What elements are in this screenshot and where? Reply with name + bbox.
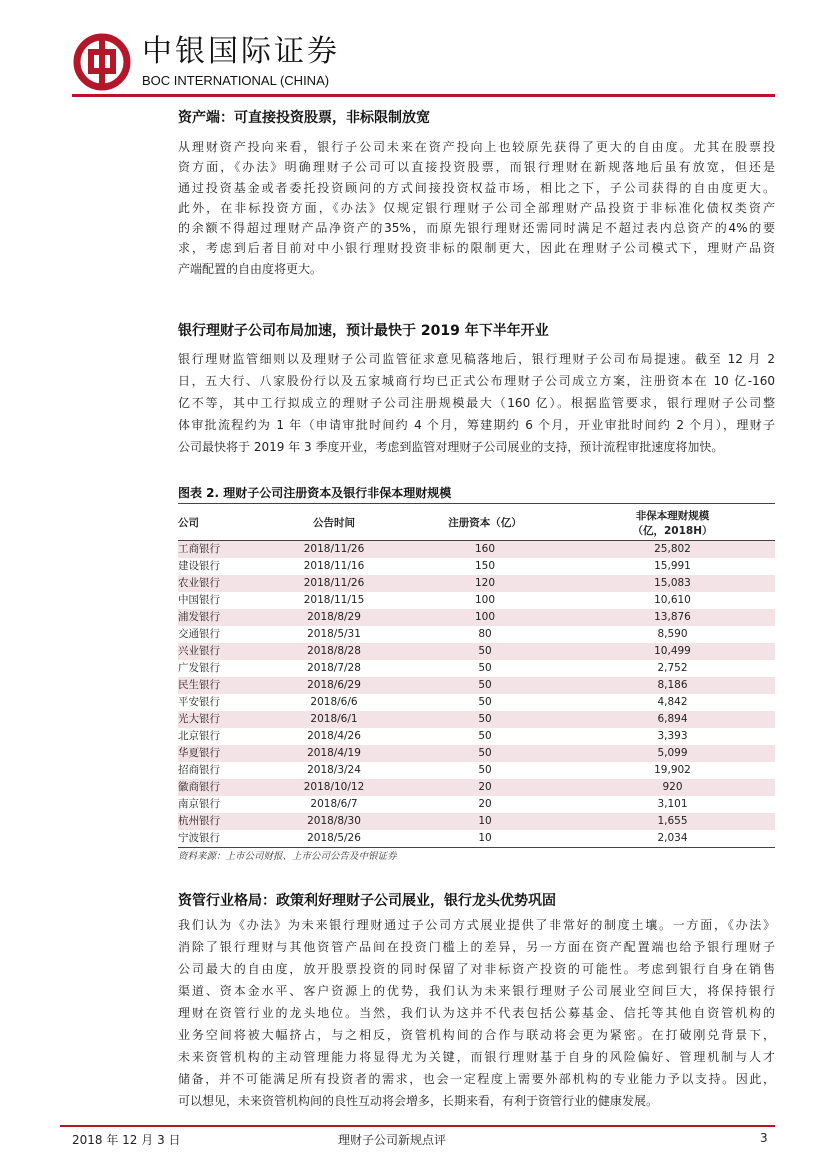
cell-capital: 50 — [400, 745, 570, 762]
table-row — [178, 813, 775, 830]
cell-scale: 15,991 — [654, 560, 691, 572]
cell-date: 2018/4/19 — [268, 745, 400, 762]
table-row — [178, 779, 775, 796]
cell-scale: 3,393 — [657, 730, 688, 742]
text-line: 的余额不得超过理财产品净资产的35%，而原先银行理财还需同时满足不超过表内总资产的4%的要 — [178, 221, 775, 236]
table-header-row — [178, 507, 775, 541]
table-row — [178, 830, 775, 848]
cell-company: 农业银行 — [178, 575, 268, 592]
table-row — [178, 609, 775, 626]
header-scale-line1: 非保本理财规模 — [635, 509, 710, 522]
section-title-subsidiary-layout: 银行理财子公司布局加速，预计最快于 2019 年下半年开业 — [178, 323, 549, 339]
text-line: 渠道、资本金水平、客户资源上的优势，我们认为未来银行理财子公司展业空间巨大，将保持银行 — [178, 984, 775, 998]
text-line: 体审批流程约为 1 年（申请审批时间约 4 个月，筹建期约 6 个月，开业审批时间约 2 个月），理财子 — [178, 418, 775, 432]
text-line: 业务空间将被大幅挤占，与之相反，资管机构间的合作与联动将会更为紧密。在打破刚兑背景下， — [178, 1028, 775, 1042]
cell-scale: 1,655 — [570, 813, 775, 830]
text-line: 理财在资管行业的龙头地位。当然，我们认为这并不代表包括公募基金、信托等其他自资管机构的 — [178, 1006, 775, 1020]
cell-scale: 25,802 — [570, 541, 775, 559]
figure-title: 图表 2. 理财子公司注册资本及银行非保本理财规模 — [178, 486, 452, 500]
table-row — [178, 762, 775, 779]
cell-capital: 50 — [400, 643, 570, 660]
text-line: 亿不等，其中工行拟成立的理财子公司注册规模最大（160 亿）。根据监管要求，银行理财子公司整 — [178, 396, 775, 410]
cell-company: 交通银行 — [178, 628, 220, 640]
text-line: 公司最快将于 2019 年 3 季度开业，考虑到监管对理财子公司展业的支持，预计流程审批速度将加快。 — [178, 440, 724, 454]
section-title-asset-side: 资产端：可直接投资股票，非标限制放宽 — [178, 110, 430, 126]
cell-company: 民生银行 — [178, 677, 268, 694]
cell-date: 2018/6/6 — [310, 696, 358, 708]
header-scale — [570, 507, 775, 541]
text-line: 求，考虑到后者目前对中小银行理财投资非标的限制更大，因此在理财子公司模式下，理财产品资 — [178, 241, 775, 256]
cell-date: 2018/11/26 — [268, 575, 400, 592]
cell-date: 2018/4/26 — [307, 730, 361, 742]
text-line: 产端配置的自由度将更大。 — [178, 261, 323, 276]
table-row — [178, 694, 775, 711]
cell-company: 平安银行 — [178, 696, 220, 708]
cell-date: 2018/5/31 — [307, 628, 361, 640]
cell-scale: 4,842 — [657, 696, 688, 708]
header-company: 公司 — [178, 517, 199, 529]
text-line: 我们认为《办法》为未来银行理财通过子公司方式展业提供了非常好的制度土壤。一方面，《办法》 — [178, 918, 775, 932]
cell-scale: 5,099 — [570, 745, 775, 762]
text-line: 此外，在非标投资方面，《办法》仅规定银行理财子公司全部理财产品投资于非标准化债权类资产 — [178, 200, 775, 215]
cell-scale: 13,876 — [570, 609, 775, 626]
text-line: 资方面，《办法》明确理财子公司可以直接投资股票，而银行理财在新规落地后虽有放宽，但还是 — [178, 160, 775, 175]
cell-scale: 10,499 — [570, 643, 775, 660]
page-number: 3 — [760, 1131, 768, 1145]
cell-capital: 120 — [400, 575, 570, 592]
cell-capital: 50 — [478, 662, 492, 674]
table-row — [178, 711, 775, 728]
cell-capital: 10 — [400, 813, 570, 830]
paragraph-asset-side — [178, 137, 775, 279]
cell-capital: 100 — [400, 609, 570, 626]
cell-company: 建设银行 — [178, 560, 220, 572]
header-capital: 注册资本（亿） — [448, 517, 522, 529]
text-line: 日，五大行、八家股份行以及五家城商行均已正式公布理财子公司成立方案，注册资本在 10 亿-160 — [178, 374, 775, 388]
cell-date: 2018/10/12 — [268, 779, 400, 796]
cell-capital: 50 — [400, 711, 570, 728]
table-row — [178, 558, 775, 575]
text-line: 可以想见，未来资管机构间的良性互动将会增多，长期来看，有利于资管行业的健康发展。 — [178, 1094, 659, 1108]
cell-date: 2018/3/24 — [307, 764, 361, 776]
cell-capital: 20 — [478, 798, 492, 810]
cell-company: 广发银行 — [178, 662, 220, 674]
cell-capital: 20 — [400, 779, 570, 796]
cell-capital: 50 — [478, 764, 492, 776]
footer-divider — [60, 1125, 775, 1127]
cell-capital: 160 — [400, 541, 570, 559]
cell-capital: 10 — [478, 832, 492, 844]
cell-capital: 50 — [478, 696, 492, 708]
cell-date: 2018/7/28 — [307, 662, 361, 674]
cell-company: 杭州银行 — [178, 813, 268, 830]
cell-company: 宁波银行 — [178, 832, 220, 844]
paragraph-industry-landscape — [178, 914, 775, 1112]
cell-date: 2018/5/26 — [307, 832, 361, 844]
cell-date: 2018/6/7 — [310, 798, 358, 810]
text-line: 从理财资产投向来看，银行子公司未来在资产投向上也较原先获得了更大的自由度。尤其在股票投 — [178, 140, 775, 154]
boc-logo — [72, 32, 132, 92]
cell-date: 2018/11/26 — [268, 541, 400, 559]
table-row — [178, 796, 775, 813]
cell-capital: 50 — [478, 730, 492, 742]
cell-company: 中国银行 — [178, 594, 220, 606]
cell-scale: 19,902 — [654, 764, 691, 776]
brand-name-en: BOC INTERNATIONAL (CHINA) — [142, 73, 330, 88]
cell-date: 2018/6/29 — [268, 677, 400, 694]
cell-scale: 2,752 — [657, 662, 688, 674]
cell-scale: 10,610 — [654, 594, 691, 606]
table-row — [178, 643, 775, 660]
cell-company: 华夏银行 — [178, 745, 268, 762]
brand-name-cn: 中银国际证券 — [142, 34, 340, 69]
figure-source: 资料来源：上市公司财报、上市公司公告及中银证券 — [178, 851, 397, 862]
cell-capital: 150 — [474, 560, 496, 572]
table-row — [178, 728, 775, 745]
cell-capital: 80 — [478, 628, 492, 640]
section-title-industry-landscape: 资管行业格局：政策利好理财子公司展业，银行龙头优势巩固 — [178, 893, 556, 909]
cell-scale: 15,083 — [570, 575, 775, 592]
text-line: 消除了银行理财与其他资管产品间在投资门槛上的差异，另一方面在资产配置端也给予银行理财子 — [178, 940, 775, 954]
header-scale-line2: （亿，2018H） — [632, 524, 713, 537]
figure-top-rule — [178, 503, 775, 504]
footer-doc-title: 理财子公司新规点评 — [338, 1133, 447, 1147]
text-line: 通过投资基金或者委托投资顾问的方式间接投资权益市场，相比之下，子公司获得的自由度更大。 — [178, 180, 775, 195]
text-line: 储备，并不可能满足所有投资者的需求，也会一定程度上需要外部机构的专业能力予以支持。因此， — [178, 1072, 775, 1086]
text-line: 未来资管机构的主动管理能力将显得尤为关键，而银行理财基于自身的风险偏好、管理机制与人才 — [178, 1050, 775, 1064]
cell-company: 兴业银行 — [178, 643, 268, 660]
cell-company: 徽商银行 — [178, 779, 268, 796]
table-row — [178, 592, 775, 609]
header-divider — [72, 94, 775, 97]
text-line: 公司最大的自由度，放开股票投资的同时保留了对非标资产投资的可能性。考虑到银行自身在销售 — [178, 962, 775, 976]
cell-date: 2018/8/30 — [268, 813, 400, 830]
cell-company: 浦发银行 — [178, 609, 268, 626]
paragraph-subsidiary-layout — [178, 348, 775, 458]
table-row — [178, 575, 775, 592]
cell-company: 南京银行 — [178, 798, 220, 810]
cell-scale: 2,034 — [657, 832, 688, 844]
cell-date: 2018/11/16 — [303, 560, 365, 572]
cell-date: 2018/8/29 — [268, 609, 400, 626]
table-row — [178, 660, 775, 677]
cell-company: 工商银行 — [178, 541, 268, 559]
header-date: 公告时间 — [313, 517, 355, 529]
text-line: 银行理财监管细则以及理财子公司监管征求意见稿落地后，银行理财子公司布局提速。截至 12 月 2 — [178, 352, 775, 366]
cell-date: 2018/11/15 — [303, 594, 365, 606]
cell-company: 光大银行 — [178, 711, 268, 728]
cell-date: 2018/8/28 — [268, 643, 400, 660]
cell-company: 北京银行 — [178, 730, 220, 742]
cell-company: 招商银行 — [178, 764, 220, 776]
cell-date: 2018/6/1 — [268, 711, 400, 728]
cell-scale: 920 — [570, 779, 775, 796]
table-row — [178, 626, 775, 643]
cell-scale: 8,186 — [570, 677, 775, 694]
table-row — [178, 677, 775, 694]
capital-table — [178, 507, 775, 848]
cell-scale: 3,101 — [657, 798, 688, 810]
table-row — [178, 745, 775, 762]
cell-capital: 100 — [474, 594, 496, 606]
cell-scale: 6,894 — [570, 711, 775, 728]
cell-capital: 50 — [400, 677, 570, 694]
cell-scale: 8,590 — [657, 628, 688, 640]
table-row — [178, 541, 775, 559]
footer-date: 2018 年 12 月 3 日 — [72, 1133, 181, 1147]
